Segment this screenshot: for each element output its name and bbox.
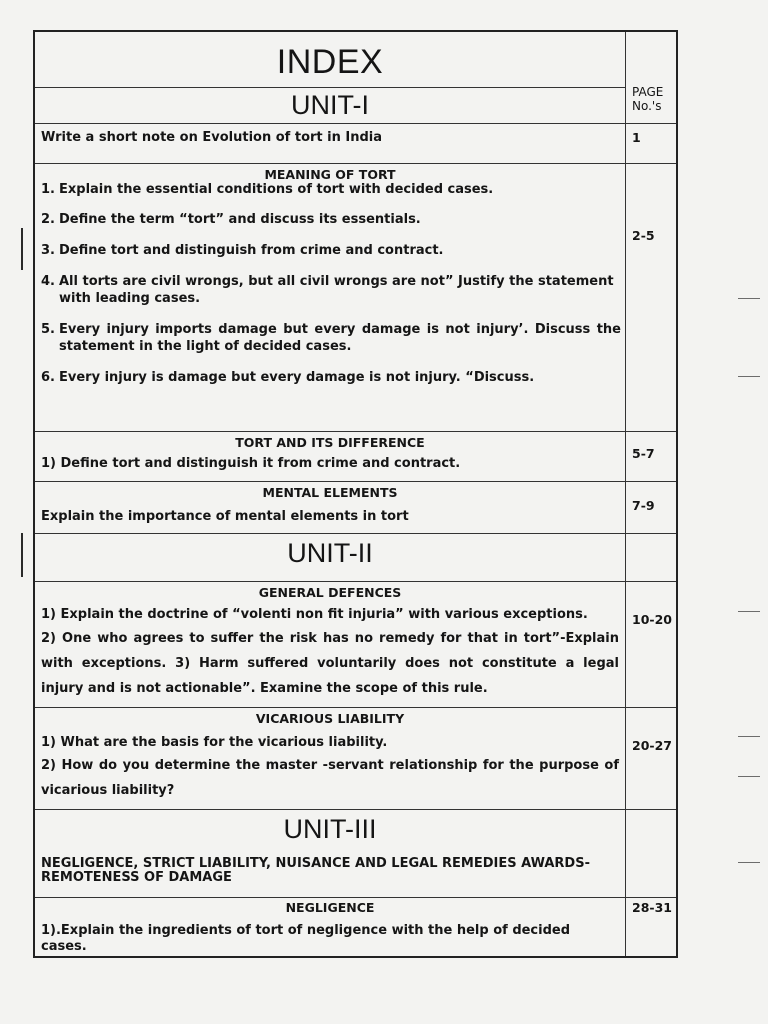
- unit-3-subtitle: NEGLIGENCE, STRICT LIABILITY, NUISANCE AND LEGAL REMEDIES AWARDS-REMOTENESS OF DAMAGE: [41, 855, 590, 886]
- general-defences-line-1: 1) Explain the doctrine of “volenti non fit injuria” with various exceptions.: [41, 606, 588, 622]
- negligence-cell: [34, 897, 626, 957]
- page-number: 2-5: [632, 227, 655, 243]
- unit-1-intro-text: Write a short note on Evolution of tort in India: [41, 129, 383, 145]
- vicarious-liability-page: [626, 707, 678, 809]
- unit-2-page-cell: [626, 533, 678, 581]
- scan-edge-mark: [738, 298, 760, 299]
- item-text: Define the term “tort” and discuss its essentials.: [59, 212, 421, 228]
- unit-1-intro-page: [626, 123, 678, 163]
- negligence-page: [626, 897, 678, 957]
- item-text: Every injury is damage but every damage is not injury. “Discuss.: [59, 369, 535, 385]
- scan-edge-mark: [21, 228, 23, 270]
- negligence-text: 1).Explain the ingredients of tort of negligence with the help of decided cases.: [41, 922, 571, 955]
- scan-edge-mark: [738, 736, 760, 737]
- scan-edge-mark: [738, 376, 760, 377]
- mental-elements-cell: [34, 481, 626, 533]
- meaning-item: [41, 212, 621, 229]
- item-number: 2.: [41, 212, 55, 228]
- tort-difference-cell: [34, 431, 626, 481]
- index-document: [33, 30, 672, 958]
- unit-2-title-cell: [34, 533, 626, 581]
- general-defences-heading: GENERAL DEFENCES: [258, 584, 402, 600]
- meaning-of-tort-page: [626, 163, 678, 431]
- scan-edge-mark: [738, 776, 760, 777]
- tort-difference-page: [626, 431, 678, 481]
- mental-elements-text: Explain the importance of mental elements in tort: [41, 508, 409, 524]
- page-number: 1: [632, 129, 641, 145]
- item-number: 1.: [41, 181, 55, 197]
- unit-3-title: UNIT-III: [283, 813, 377, 844]
- unit-3-page-cell: [626, 809, 678, 897]
- index-table: [33, 30, 678, 958]
- item-number: 4.: [41, 274, 55, 290]
- scan-edge-mark: [738, 862, 760, 863]
- vicarious-liability-heading: VICARIOUS LIABILITY: [255, 710, 405, 726]
- general-defences-cell: [34, 581, 626, 707]
- vicarious-liability-line-1: 1) What are the basis for the vicarious liability.: [41, 734, 388, 750]
- page-number: 20-27: [632, 737, 672, 753]
- item-text: Every injury imports damage but every damage is not injury’. Discuss the statement in the light of decided cases.: [59, 321, 621, 354]
- meaning-item: [41, 322, 621, 356]
- negligence-heading: NEGLIGENCE: [285, 899, 375, 915]
- scan-edge-mark: [738, 611, 760, 612]
- meaning-item: [41, 182, 621, 199]
- mental-elements-heading: MENTAL ELEMENTS: [262, 484, 398, 500]
- mental-elements-page: [626, 481, 678, 533]
- index-title: INDEX: [276, 43, 384, 81]
- item-text: Explain the essential conditions of tort with decided cases.: [59, 181, 494, 197]
- tort-difference-text: 1) Define tort and distinguish it from crime and contract.: [41, 455, 461, 471]
- page-number: 10-20: [632, 611, 672, 627]
- item-text: All torts are civil wrongs, but all civil wrongs are not” Justify the statement with leading cases.: [59, 274, 614, 307]
- page-numbers-header: PAGE No.'s: [632, 85, 664, 113]
- item-number: 6.: [41, 369, 55, 385]
- page-number: 7-9: [632, 497, 655, 513]
- page-number: 5-7: [632, 445, 655, 461]
- unit-3-title-cell: [34, 809, 626, 897]
- scan-edge-mark: [21, 533, 23, 577]
- unit-1-title: UNIT-I: [291, 89, 369, 120]
- unit-1-intro-cell: [34, 123, 626, 163]
- item-number: 5.: [41, 321, 55, 337]
- meaning-of-tort-cell: [34, 163, 626, 431]
- meaning-item: [41, 274, 621, 308]
- item-text: Define tort and distinguish from crime and contract.: [59, 243, 444, 259]
- general-defences-line-2: 2) One who agrees to suffer the risk has no remedy for that in tort”-Explain with exceptions. 3) Harm suffered voluntarily does not constitute a legal injury and is not actionable”. Examine the scope of this rule.: [41, 631, 619, 696]
- meaning-item: [41, 243, 621, 260]
- meaning-item: [41, 370, 621, 387]
- unit-1-title-cell: [34, 87, 626, 123]
- page-header-cell: [626, 31, 678, 123]
- vicarious-liability-line-2: 2) How do you determine the master -servant relationship for the purpose of vicarious liability?: [41, 758, 619, 799]
- unit-2-title: UNIT-II: [287, 537, 373, 568]
- meaning-of-tort-heading: MEANING OF TORT: [264, 166, 396, 182]
- item-number: 3.: [41, 243, 55, 259]
- general-defences-page: [626, 581, 678, 707]
- vicarious-liability-cell: [34, 707, 626, 809]
- index-title-cell: [34, 31, 626, 87]
- page-number: 28-31: [632, 899, 672, 915]
- tort-difference-heading: TORT AND ITS DIFFERENCE: [235, 434, 425, 450]
